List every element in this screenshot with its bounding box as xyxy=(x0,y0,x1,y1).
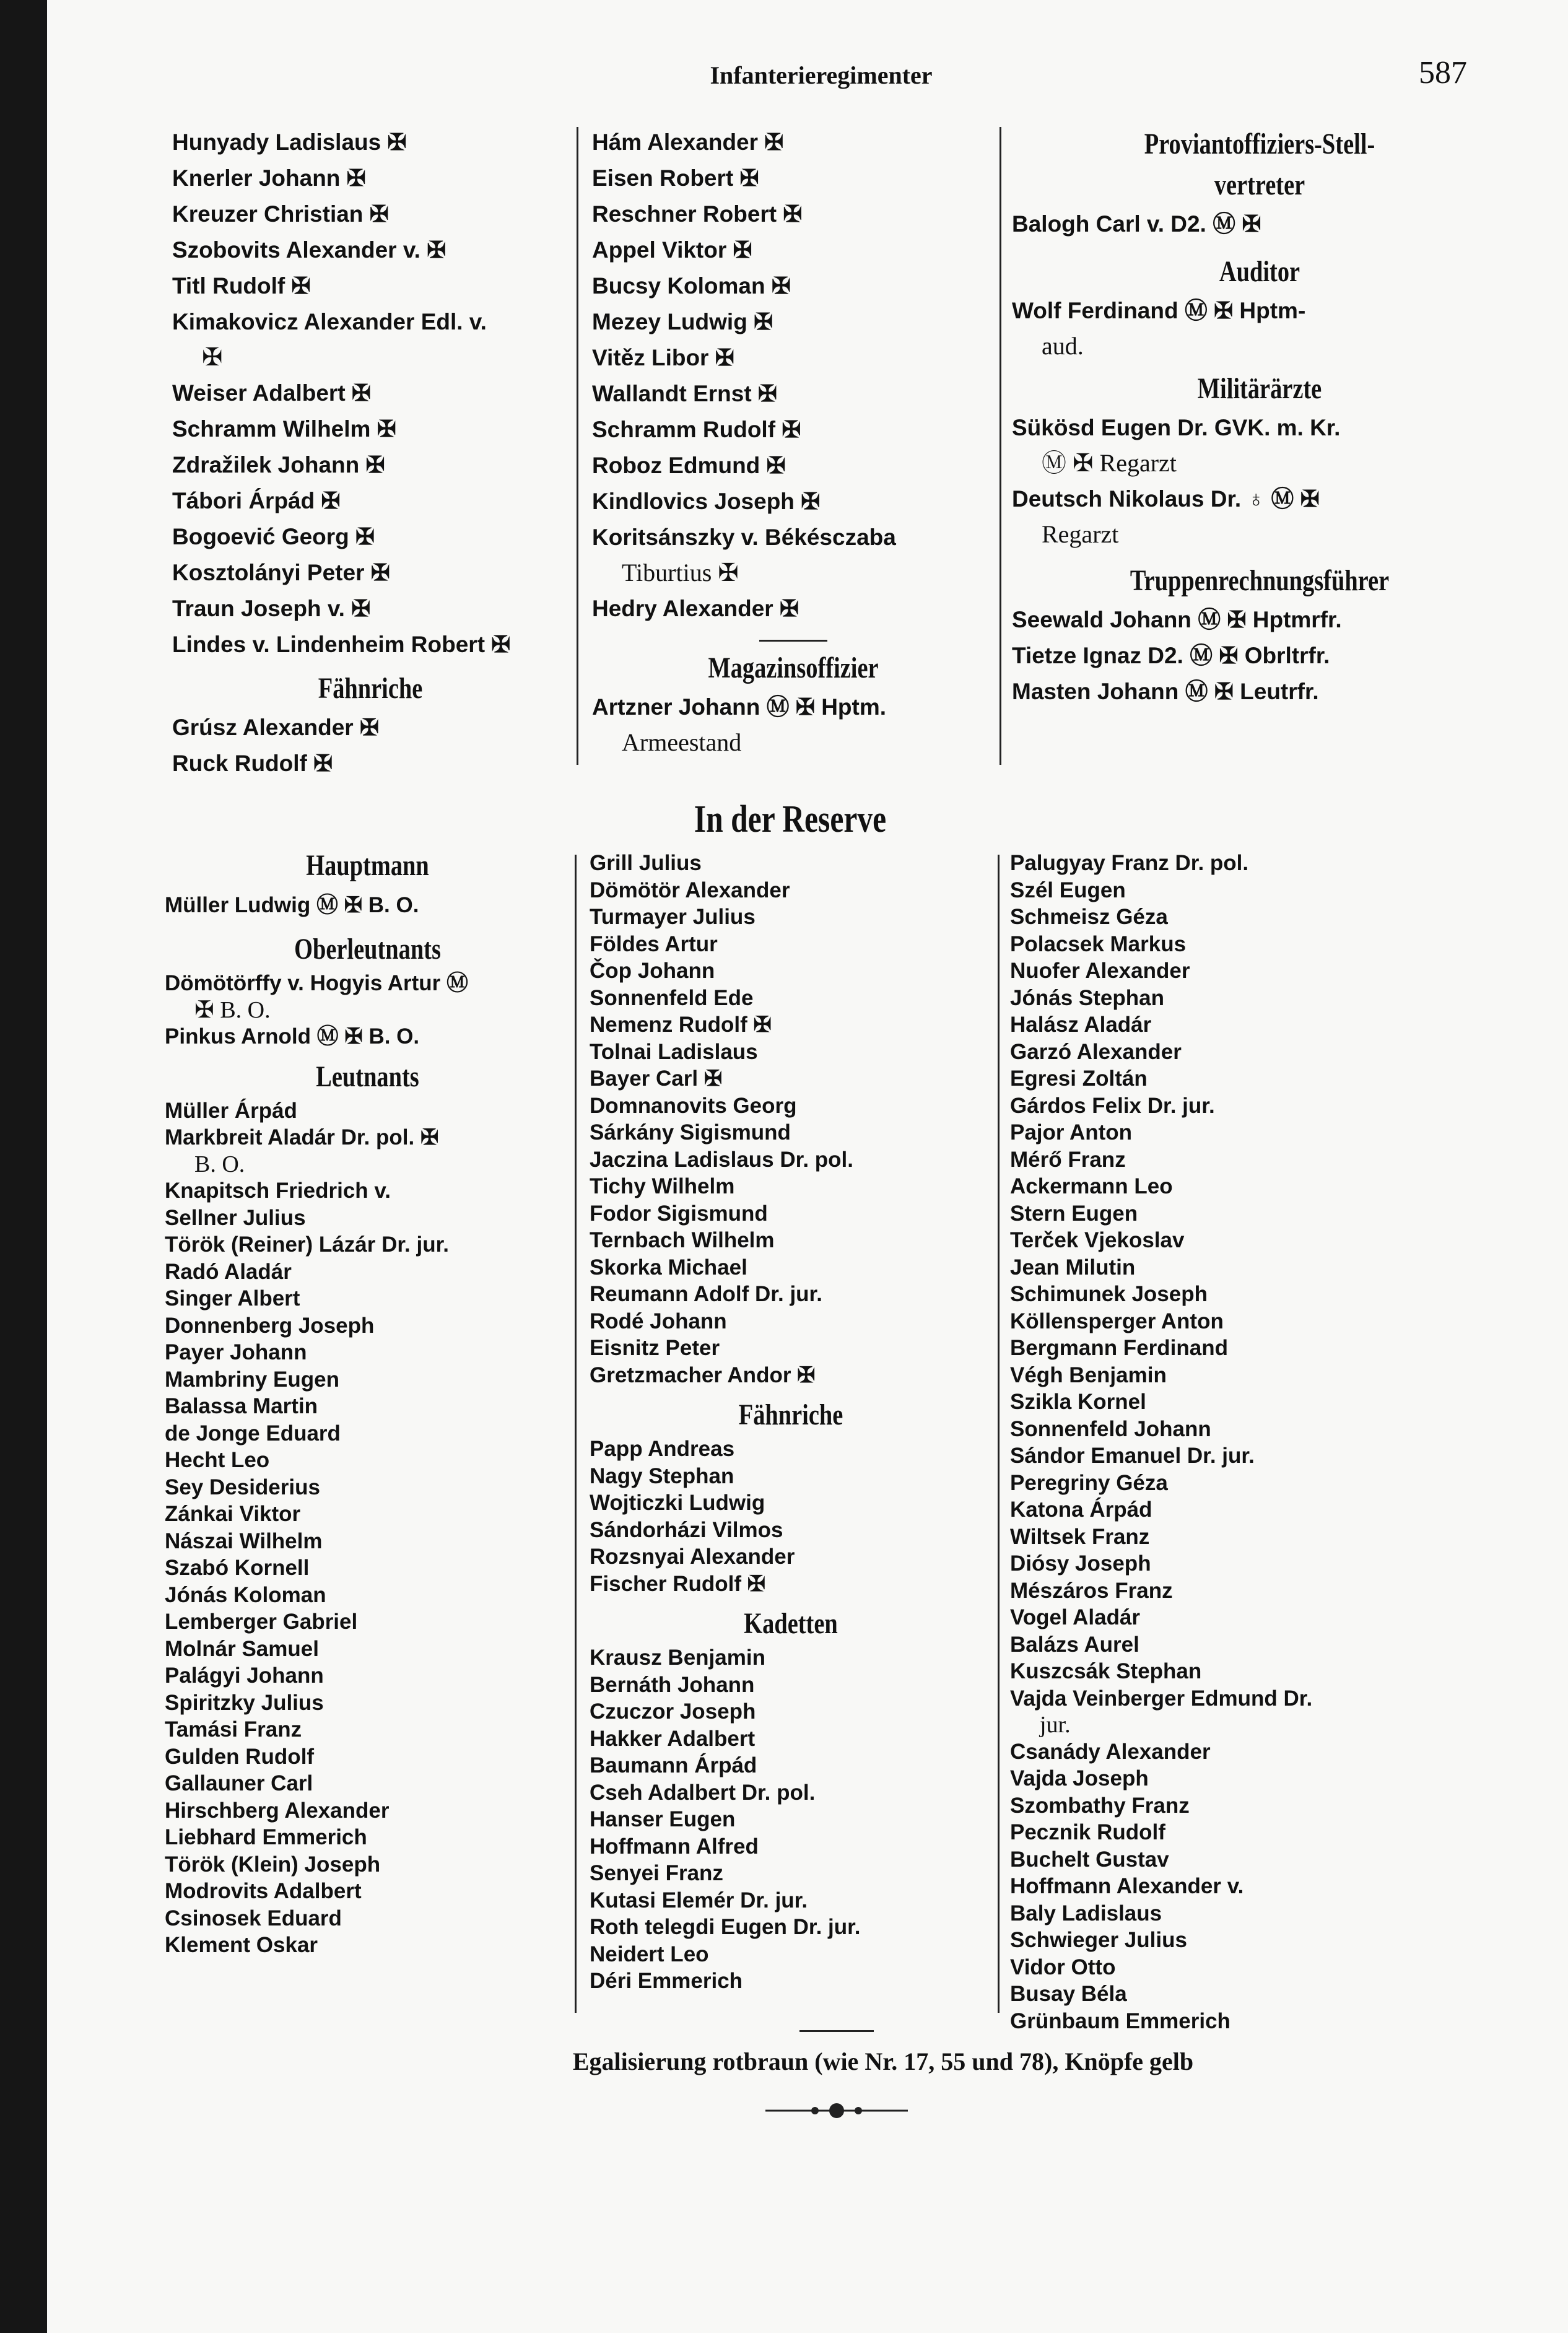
section-heading-truppenrechnungsfuhrer: Truppenrechnungsführer xyxy=(1130,564,1390,597)
list-item: Donnenberg Joseph xyxy=(165,1313,375,1338)
list-item: Mambriny Eugen xyxy=(165,1367,339,1392)
list-item: Tolnai Ladislaus xyxy=(590,1039,758,1064)
column-rule xyxy=(1000,127,1001,765)
list-item: Busay Béla xyxy=(1010,1982,1127,2006)
list-item: Liebhard Emmerich xyxy=(165,1825,367,1849)
list-item: Jónás Stephan xyxy=(1010,985,1164,1010)
list-item: Hoffmann Alfred xyxy=(590,1834,759,1859)
list-item: Tábori Árpád ✠ xyxy=(172,488,341,513)
list-item: Balogh Carl v. D2. Ⓜ ✠ xyxy=(1012,211,1261,237)
list-item: B. O. xyxy=(194,1151,245,1177)
list-item: Tietze Ignaz D2. Ⓜ ✠ Obrltrfr. xyxy=(1012,643,1330,668)
list-item: de Jonge Eduard xyxy=(165,1421,341,1446)
list-item: Palágyi Johann xyxy=(165,1664,324,1688)
section-heading-fahnriche: Fähnriche xyxy=(318,672,423,705)
list-item: Grúsz Alexander ✠ xyxy=(172,715,379,740)
list-item: Lemberger Gabriel xyxy=(165,1610,358,1634)
list-item: Wojticzki Ludwig xyxy=(590,1491,765,1515)
list-item: Sándorházi Vilmos xyxy=(590,1517,783,1542)
list-item: Dömötör Alexander xyxy=(590,878,790,902)
list-item: Sonnenfeld Ede xyxy=(590,985,754,1010)
list-item: Schmeisz Géza xyxy=(1010,905,1168,929)
list-item: Kuszcsák Stephan xyxy=(1010,1659,1202,1683)
list-item: Egresi Zoltán xyxy=(1010,1066,1148,1091)
list-item: Eisnitz Peter xyxy=(590,1336,720,1360)
list-item: Tiburtius ✠ xyxy=(622,559,739,587)
list-item: Mészáros Franz xyxy=(1010,1578,1173,1603)
list-item: Appel Viktor ✠ xyxy=(592,237,752,263)
list-item: Sükösd Eugen Dr. GVK. m. Kr. xyxy=(1012,415,1341,440)
list-item: Vajda Veinberger Edmund Dr. xyxy=(1010,1686,1313,1711)
list-item: Nemenz Rudolf ✠ xyxy=(590,1013,772,1037)
list-item: Roth telegdi Eugen Dr. jur. xyxy=(590,1915,861,1939)
list-item: Fodor Sigismund xyxy=(590,1201,768,1226)
list-item: Vogel Aladár xyxy=(1010,1605,1141,1629)
list-item: Buchelt Gustav xyxy=(1010,1847,1169,1872)
list-item: jur. xyxy=(1040,1712,1071,1738)
section-heading-leutnants: Leutnants xyxy=(316,1060,419,1093)
list-item: Ternbach Wilhelm xyxy=(590,1228,775,1252)
list-item: Hám Alexander ✠ xyxy=(592,129,784,155)
list-item: Klement Oskar xyxy=(165,1933,318,1957)
list-item: Baumann Árpád xyxy=(590,1753,757,1777)
list-item: Čop Johann xyxy=(590,959,715,983)
list-item: Schwieger Julius xyxy=(1010,1928,1187,1952)
column-3-top xyxy=(1012,124,1507,709)
list-item: Singer Albert xyxy=(165,1286,300,1310)
column-rule xyxy=(998,855,1000,2013)
list-item: Rozsnyai Alexander xyxy=(590,1545,795,1569)
list-item: Jónás Koloman xyxy=(165,1582,326,1607)
list-item: Gallauner Carl xyxy=(165,1771,313,1795)
list-item: Wolf Ferdinand Ⓜ ✠ Hptm- xyxy=(1012,298,1306,323)
list-item: Halász Aladár xyxy=(1010,1013,1152,1037)
list-item: Senyei Franz xyxy=(590,1861,723,1885)
list-item: Balassa Martin xyxy=(165,1394,318,1418)
list-item: Gárdos Felix Dr. jur. xyxy=(1010,1093,1215,1118)
list-item: Palugyay Franz Dr. pol. xyxy=(1010,851,1249,875)
section-heading-kadetten: Kadetten xyxy=(744,1607,838,1640)
list-item: Knerler Johann ✠ xyxy=(172,165,366,191)
list-item: Peregriny Géza xyxy=(1010,1470,1168,1495)
list-item: Reumann Adolf Dr. jur. xyxy=(590,1282,822,1306)
page-number: 587 xyxy=(1419,55,1467,90)
list-item: Tamási Franz xyxy=(165,1717,302,1742)
list-item: Mezey Ludwig ✠ xyxy=(592,309,773,334)
list-item: Fischer Rudolf ✠ xyxy=(590,1571,766,1596)
list-item: Zdražilek Johann ✠ xyxy=(172,452,385,478)
list-item: Payer Johann xyxy=(165,1340,307,1364)
list-item: Armeestand xyxy=(622,728,742,756)
column-3-reserve xyxy=(1010,850,1505,2034)
list-item: Masten Johann Ⓜ ✠ Leutrfr. xyxy=(1012,679,1319,704)
list-item: Pinkus Arnold Ⓜ ✠ B. O. xyxy=(165,1024,420,1049)
list-item: Köllensperger Anton xyxy=(1010,1309,1224,1333)
section-heading-hauptmann: Hauptmann xyxy=(306,849,429,882)
list-item: Sárkány Sigismund xyxy=(590,1120,791,1145)
column-1-reserve xyxy=(165,845,570,1959)
list-item: Titl Rudolf ✠ xyxy=(172,273,311,299)
list-item: Kutasi Elemér Dr. jur. xyxy=(590,1888,808,1912)
list-item: Terček Vjekoslav xyxy=(1010,1228,1185,1252)
list-item: Gretzmacher Andor ✠ xyxy=(590,1363,816,1387)
list-item: ✠ xyxy=(202,343,223,371)
list-item: Nagy Stephan xyxy=(590,1463,734,1488)
list-item: Molnár Samuel xyxy=(165,1636,319,1661)
list-item: Neidert Leo xyxy=(590,1942,709,1966)
list-item: Török (Reiner) Lázár Dr. jur. xyxy=(165,1232,449,1257)
list-item: Csinosek Eduard xyxy=(165,1906,342,1930)
list-item: Ⓜ ✠ Regarzt xyxy=(1042,449,1177,477)
list-item: Zánkai Viktor xyxy=(165,1502,301,1526)
list-item: Koritsánszky v. Békésczaba xyxy=(592,525,896,550)
list-item: Schimunek Joseph xyxy=(1010,1282,1208,1306)
section-heading-fahnriche-reserve: Fähnriche xyxy=(738,1398,843,1431)
list-item: Lindes v. Lindenheim Robert ✠ xyxy=(172,632,511,657)
list-item: Déri Emmerich xyxy=(590,1969,743,1993)
ornament-icon xyxy=(765,2098,908,2123)
list-item: Eisen Robert ✠ xyxy=(592,165,759,191)
list-item: Gulden Rudolf xyxy=(165,1744,315,1769)
list-item: Czuczor Joseph xyxy=(590,1699,756,1724)
list-item: Jaczina Ladislaus Dr. pol. xyxy=(590,1147,853,1172)
list-item: Kosztolányi Peter ✠ xyxy=(172,560,390,585)
list-item: Radó Aladár xyxy=(165,1259,292,1284)
list-item: Ackermann Leo xyxy=(1010,1174,1173,1198)
divider xyxy=(799,2030,874,2032)
list-item: Markbreit Aladár Dr. pol. ✠ xyxy=(165,1125,439,1149)
section-heading-proviant: Proviantoffiziers-Stell- xyxy=(1144,128,1375,160)
list-item: Szél Eugen xyxy=(1010,878,1126,902)
list-item: Roboz Edmund ✠ xyxy=(592,453,786,478)
column-rule xyxy=(577,127,578,765)
list-item: Hunyady Ladislaus ✠ xyxy=(172,129,407,155)
list-item: Dömötörffy v. Hogyis Artur Ⓜ xyxy=(165,971,469,995)
list-item: Sonnenfeld Johann xyxy=(1010,1416,1211,1441)
list-item: Jean Milutin xyxy=(1010,1255,1136,1280)
list-item: Bernáth Johann xyxy=(590,1672,755,1697)
list-item: Tichy Wilhelm xyxy=(590,1174,735,1198)
running-header: Infanterieregimenter xyxy=(710,61,933,89)
list-item: Garzó Alexander xyxy=(1010,1039,1182,1064)
list-item: Weiser Adalbert ✠ xyxy=(172,380,371,406)
list-item: Csanády Alexander xyxy=(1010,1739,1211,1764)
list-item: Ruck Rudolf ✠ xyxy=(172,751,333,776)
list-item: Artzner Johann Ⓜ ✠ Hptm. xyxy=(592,694,887,720)
list-item: Vidor Otto xyxy=(1010,1955,1116,1979)
list-item: Sándor Emanuel Dr. jur. xyxy=(1010,1444,1255,1468)
list-item: Bergmann Ferdinand xyxy=(1010,1336,1228,1360)
list-item: Knapitsch Friedrich v. xyxy=(165,1179,391,1203)
list-item: Stern Eugen xyxy=(1010,1201,1138,1226)
divider xyxy=(759,640,827,642)
list-item: Kimakovicz Alexander Edl. v. xyxy=(172,309,487,334)
column-2-top xyxy=(592,124,995,760)
list-item: Kindlovics Joseph ✠ xyxy=(592,489,821,514)
list-item: Diósy Joseph xyxy=(1010,1551,1151,1576)
list-item: Modrovits Adalbert xyxy=(165,1879,362,1903)
list-item: Turmayer Julius xyxy=(590,905,756,929)
column-rule xyxy=(575,855,577,2013)
list-item: Domnanovits Georg xyxy=(590,1093,797,1118)
list-item: Szikla Kornel xyxy=(1010,1390,1146,1414)
list-item: Reschner Robert ✠ xyxy=(592,201,803,227)
list-item: Szombathy Franz xyxy=(1010,1793,1190,1818)
list-item: Végh Benjamin xyxy=(1010,1363,1167,1387)
list-item: Török (Klein) Joseph xyxy=(165,1852,381,1877)
list-item: Baly Ladislaus xyxy=(1010,1901,1162,1925)
list-item: Nuofer Alexander xyxy=(1010,959,1190,983)
list-item: aud. xyxy=(1042,332,1084,360)
section-heading-auditor: Auditor xyxy=(1219,255,1300,288)
list-item: Grünbaum Emmerich xyxy=(1010,2008,1230,2033)
list-item: Polacsek Markus xyxy=(1010,931,1187,956)
list-item: Müller Árpád xyxy=(165,1098,297,1123)
list-item: Sey Desiderius xyxy=(165,1475,320,1499)
list-item: Szabó Kornell xyxy=(165,1556,310,1580)
list-item: Bucsy Koloman ✠ xyxy=(592,273,791,299)
list-item: Cseh Adalbert Dr. pol. xyxy=(590,1780,816,1805)
column-1-top xyxy=(172,124,568,781)
section-heading-oberleutnants: Oberleutnants xyxy=(294,933,441,966)
footer-note: Egalisierung rotbraun (wie Nr. 17, 55 und 78), Knöpfe gelb xyxy=(572,2047,1194,2075)
list-item: Vitěz Libor ✠ xyxy=(592,345,734,370)
list-item: Hecht Leo xyxy=(165,1448,270,1472)
list-item: Balázs Aurel xyxy=(1010,1632,1139,1657)
list-item: Hirschberg Alexander xyxy=(165,1798,390,1823)
section-heading-magazinsoffizier: Magazinsoffizier xyxy=(708,652,879,684)
list-item: Kreuzer Christian ✠ xyxy=(172,201,389,227)
list-item: ✠ B. O. xyxy=(194,996,271,1023)
list-item: Hanser Eugen xyxy=(590,1807,736,1831)
section-heading-reserve: In der Reserve xyxy=(694,798,887,840)
list-item: Seewald Johann Ⓜ ✠ Hptmrfr. xyxy=(1012,607,1342,632)
list-item: Wallandt Ernst ✠ xyxy=(592,381,777,406)
list-item: Traun Joseph v. ✠ xyxy=(172,596,371,621)
list-item: Grill Julius xyxy=(590,851,702,875)
list-item: Pecznik Rudolf xyxy=(1010,1820,1165,1844)
list-item: Rodé Johann xyxy=(590,1309,727,1333)
section-heading-proviant-cont: vertreter xyxy=(1214,168,1305,201)
list-item: Schramm Wilhelm ✠ xyxy=(172,416,396,442)
list-item: Skorka Michael xyxy=(590,1255,747,1280)
list-item: Vajda Joseph xyxy=(1010,1766,1149,1790)
section-heading-militararzte: Militärärzte xyxy=(1197,372,1322,405)
list-item: Hedry Alexander ✠ xyxy=(592,596,799,621)
list-item: Deutsch Nikolaus Dr. ♁ Ⓜ ✠ xyxy=(1012,486,1320,512)
list-item: Regarzt xyxy=(1042,520,1119,548)
list-item: Katona Árpád xyxy=(1010,1498,1152,1522)
list-item: Krausz Benjamin xyxy=(590,1646,765,1670)
list-item: Szobovits Alexander v. ✠ xyxy=(172,237,446,263)
list-item: Müller Ludwig Ⓜ ✠ B. O. xyxy=(165,893,419,917)
list-item: Bogoević Georg ✠ xyxy=(172,524,375,549)
list-item: Hoffmann Alexander v. xyxy=(1010,1874,1244,1898)
document-page xyxy=(47,0,1568,2333)
list-item: Bayer Carl ✠ xyxy=(590,1066,723,1091)
list-item: Mérő Franz xyxy=(1010,1147,1126,1172)
list-item: Sellner Julius xyxy=(165,1205,306,1230)
list-item: Papp Andreas xyxy=(590,1437,735,1461)
column-2-reserve xyxy=(590,850,992,1995)
list-item: Földes Artur xyxy=(590,931,718,956)
list-item: Pajor Anton xyxy=(1010,1120,1133,1145)
list-item: Wiltsek Franz xyxy=(1010,1524,1150,1549)
list-item: Spiritzky Julius xyxy=(165,1690,324,1715)
list-item: Nászai Wilhelm xyxy=(165,1528,323,1553)
list-item: Hakker Adalbert xyxy=(590,1726,756,1751)
list-item: Schramm Rudolf ✠ xyxy=(592,417,801,442)
